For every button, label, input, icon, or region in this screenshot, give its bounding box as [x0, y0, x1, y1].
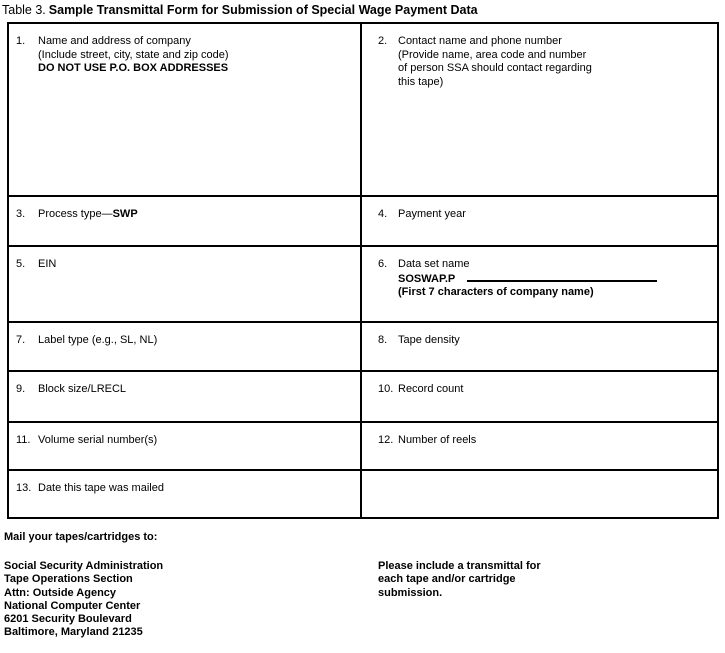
form-row-2	[9, 197, 717, 247]
field-text	[38, 434, 360, 448]
field-6-data-set-name	[362, 247, 717, 321]
field-number: 5.	[16, 258, 26, 270]
field-label-line: Volume serial number(s)	[38, 434, 158, 446]
field-text	[398, 334, 717, 348]
field-number: 1.	[16, 35, 26, 47]
dataset-name-blank-line	[467, 272, 657, 282]
table-title-prefix: Table 3.	[2, 3, 46, 17]
field-label-line: Block size/LRECL	[38, 383, 127, 395]
note-line: each tape and/or cartridge	[378, 573, 516, 586]
field-number: 2.	[378, 35, 388, 47]
field-warning-line: DO NOT USE P.O. BOX ADDRESSES	[38, 62, 229, 74]
form-row-4	[9, 323, 717, 372]
note-line: submission.	[378, 586, 443, 599]
address-line: Attn: Outside Agency	[4, 586, 117, 599]
field-5-ein	[9, 247, 362, 321]
field-7-label-type	[9, 323, 362, 370]
field-label-line: Record count	[398, 383, 464, 395]
field-text	[38, 35, 360, 76]
field-13-date-mailed	[9, 471, 362, 517]
field-number: 3.	[16, 208, 26, 220]
field-text	[398, 383, 717, 397]
field-label-line: of person SSA should contact regarding	[398, 62, 592, 74]
field-label-line: Contact name and phone number	[398, 35, 562, 47]
field-text	[38, 208, 360, 222]
empty-cell	[362, 471, 717, 517]
field-11-volume-serial-number	[9, 423, 362, 469]
field-label-line: Payment year	[398, 208, 466, 220]
field-label-line: Process type—	[38, 208, 113, 220]
address-line: Social Security Administration	[4, 560, 164, 572]
field-label-line: Name and address of company	[38, 35, 191, 47]
field-number: 8.	[378, 334, 388, 346]
mail-instructions-heading: Mail your tapes/cartridges to:	[4, 531, 158, 543]
field-label-line: (Provide name, area code and number	[398, 48, 587, 61]
field-text	[398, 208, 717, 222]
field-number: 6.	[378, 258, 388, 270]
field-number: 10.	[378, 383, 394, 395]
field-number: 13.	[16, 482, 32, 494]
dataset-name-note: (First 7 characters of company name)	[398, 286, 594, 298]
transmittal-form-table	[7, 22, 719, 519]
field-text	[398, 258, 717, 300]
form-row-5	[9, 372, 717, 423]
field-text	[38, 258, 360, 272]
note-line: Please include a transmittal for	[378, 560, 541, 572]
field-2-contact-name-phone	[362, 24, 717, 195]
field-1-company-name-address	[9, 24, 362, 195]
table-title-caption: Sample Transmittal Form for Submission of Special Wage Payment Data	[48, 3, 478, 17]
field-text	[38, 383, 360, 397]
table-title	[2, 3, 478, 17]
field-12-number-of-reels	[362, 423, 717, 469]
field-text	[38, 482, 360, 496]
field-text	[398, 35, 717, 89]
field-label-line: EIN	[38, 258, 57, 270]
field-label-line: this tape)	[398, 75, 444, 88]
form-row-6	[9, 423, 717, 471]
field-number: 7.	[16, 334, 26, 346]
field-label-line: Date this tape was mailed	[38, 482, 164, 494]
field-4-payment-year	[362, 197, 717, 245]
address-line: Tape Operations Section	[4, 573, 133, 586]
field-label-line: Tape density	[398, 334, 460, 346]
address-line: Baltimore, Maryland 21235	[4, 626, 143, 639]
field-label-line: (Include street, city, state and zip code)	[38, 48, 229, 61]
field-number: 4.	[378, 208, 388, 220]
form-row-3	[9, 247, 717, 323]
field-label-line: Label type (e.g., SL, NL)	[38, 334, 158, 346]
field-label-line: Number of reels	[398, 434, 477, 446]
field-3-process-type	[9, 197, 362, 245]
form-row-1	[9, 24, 717, 197]
process-type-value: SWP	[112, 208, 138, 220]
field-label-line: Data set name	[398, 258, 470, 270]
address-line: 6201 Security Boulevard	[4, 613, 132, 626]
field-9-block-size	[9, 372, 362, 421]
field-8-tape-density	[362, 323, 717, 370]
form-row-7	[9, 471, 717, 517]
field-10-record-count	[362, 372, 717, 421]
field-number: 11.	[16, 434, 31, 446]
address-line: National Computer Center	[4, 599, 141, 612]
field-number: 12.	[378, 434, 394, 446]
field-text	[398, 434, 717, 448]
dataset-name-prefix: SOSWAP.P	[398, 272, 456, 285]
field-number: 9.	[16, 383, 26, 395]
mailing-address-block	[4, 560, 163, 640]
field-text	[38, 334, 360, 348]
transmittal-note-block	[378, 560, 541, 600]
